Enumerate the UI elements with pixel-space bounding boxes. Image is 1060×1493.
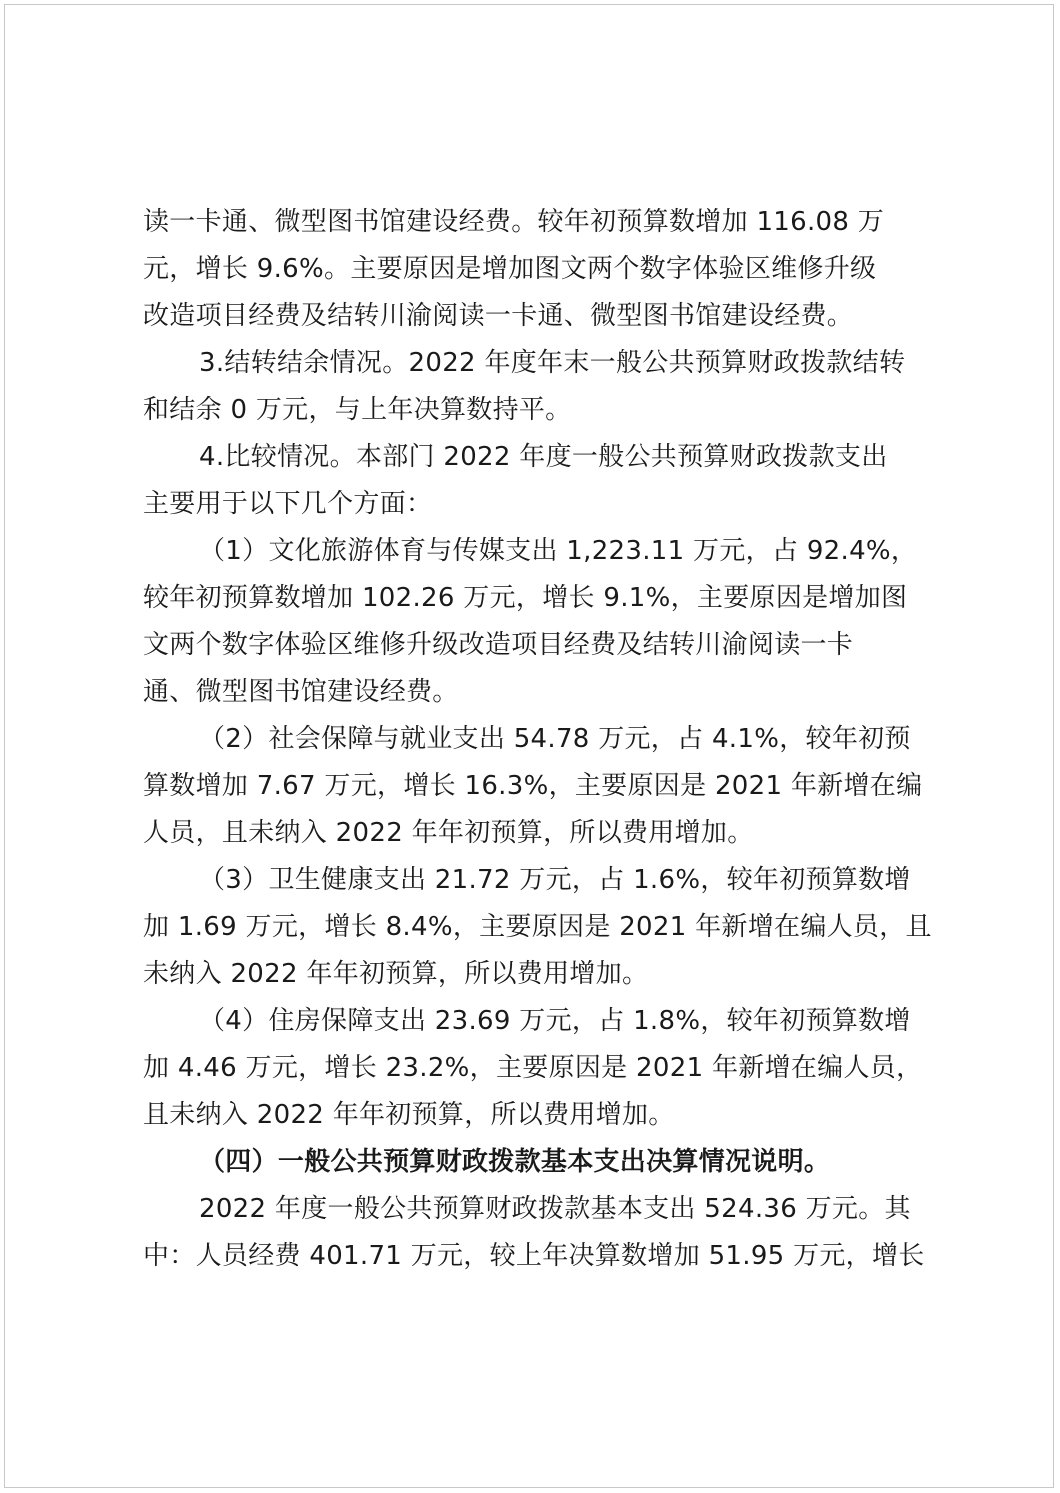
text-line: 元，增长 9.6%。主要原因是增加图文两个数字体验区维修升级 — [143, 254, 877, 284]
text-line: 中：人员经费 401.71 万元，较上年决算数增加 51.95 万元，增长 — [143, 1241, 925, 1271]
text-line: 算数增加 7.67 万元，增长 16.3%，主要原因是 2021 年新增在编 — [143, 771, 923, 801]
text-line: 读一卡通、微型图书馆建设经费。较年初预算数增加 116.08 万 — [143, 207, 885, 237]
paragraph-start-carryover: 3.结转结余情况。2022 年度年末一般公共预算财政拨款结转 — [199, 348, 906, 378]
section-heading: （四）一般公共预算财政拨款基本支出决算情况说明。 — [199, 1147, 831, 1177]
paragraph-start-comparison: 4.比较情况。本部门 2022 年度一般公共预算财政拨款支出 — [199, 442, 888, 472]
list-item-4-start: （4）住房保障支出 23.69 万元，占 1.8%，较年初预算数增 — [199, 1006, 911, 1036]
text-line: 改造项目经费及结转川渝阅读一卡通、微型图书馆建设经费。 — [143, 301, 854, 331]
text-line: 加 1.69 万元，增长 8.4%，主要原因是 2021 年新增在编人员，且 — [143, 912, 932, 942]
text-line: 且未纳入 2022 年年初预算，所以费用增加。 — [143, 1100, 675, 1130]
text-line: 未纳入 2022 年年初预算，所以费用增加。 — [143, 959, 649, 989]
text-line: 主要用于以下几个方面： — [143, 489, 433, 519]
list-item-1-start: （1）文化旅游体育与传媒支出 1,223.11 万元，占 92.4%， — [199, 536, 918, 566]
list-item-3-start: （3）卫生健康支出 21.72 万元，占 1.6%，较年初预算数增 — [199, 865, 911, 895]
list-item-2-start: （2）社会保障与就业支出 54.78 万元，占 4.1%，较年初预 — [199, 724, 911, 754]
text-line: 文两个数字体验区维修升级改造项目经费及结转川渝阅读一卡 — [143, 630, 854, 660]
text-line: 人员，且未纳入 2022 年年初预算，所以费用增加。 — [143, 818, 754, 848]
text-line: 较年初预算数增加 102.26 万元，增长 9.1%，主要原因是增加图 — [143, 583, 908, 613]
text-line: 通、微型图书馆建设经费。 — [143, 677, 459, 707]
document-body — [143, 199, 932, 1280]
text-line: 和结余 0 万元，与上年决算数持平。 — [143, 395, 572, 425]
paragraph-start-basic-expense: 2022 年度一般公共预算财政拨款基本支出 524.36 万元。其 — [199, 1194, 911, 1224]
text-line: 加 4.46 万元，增长 23.2%，主要原因是 2021 年新增在编人员， — [143, 1053, 923, 1083]
